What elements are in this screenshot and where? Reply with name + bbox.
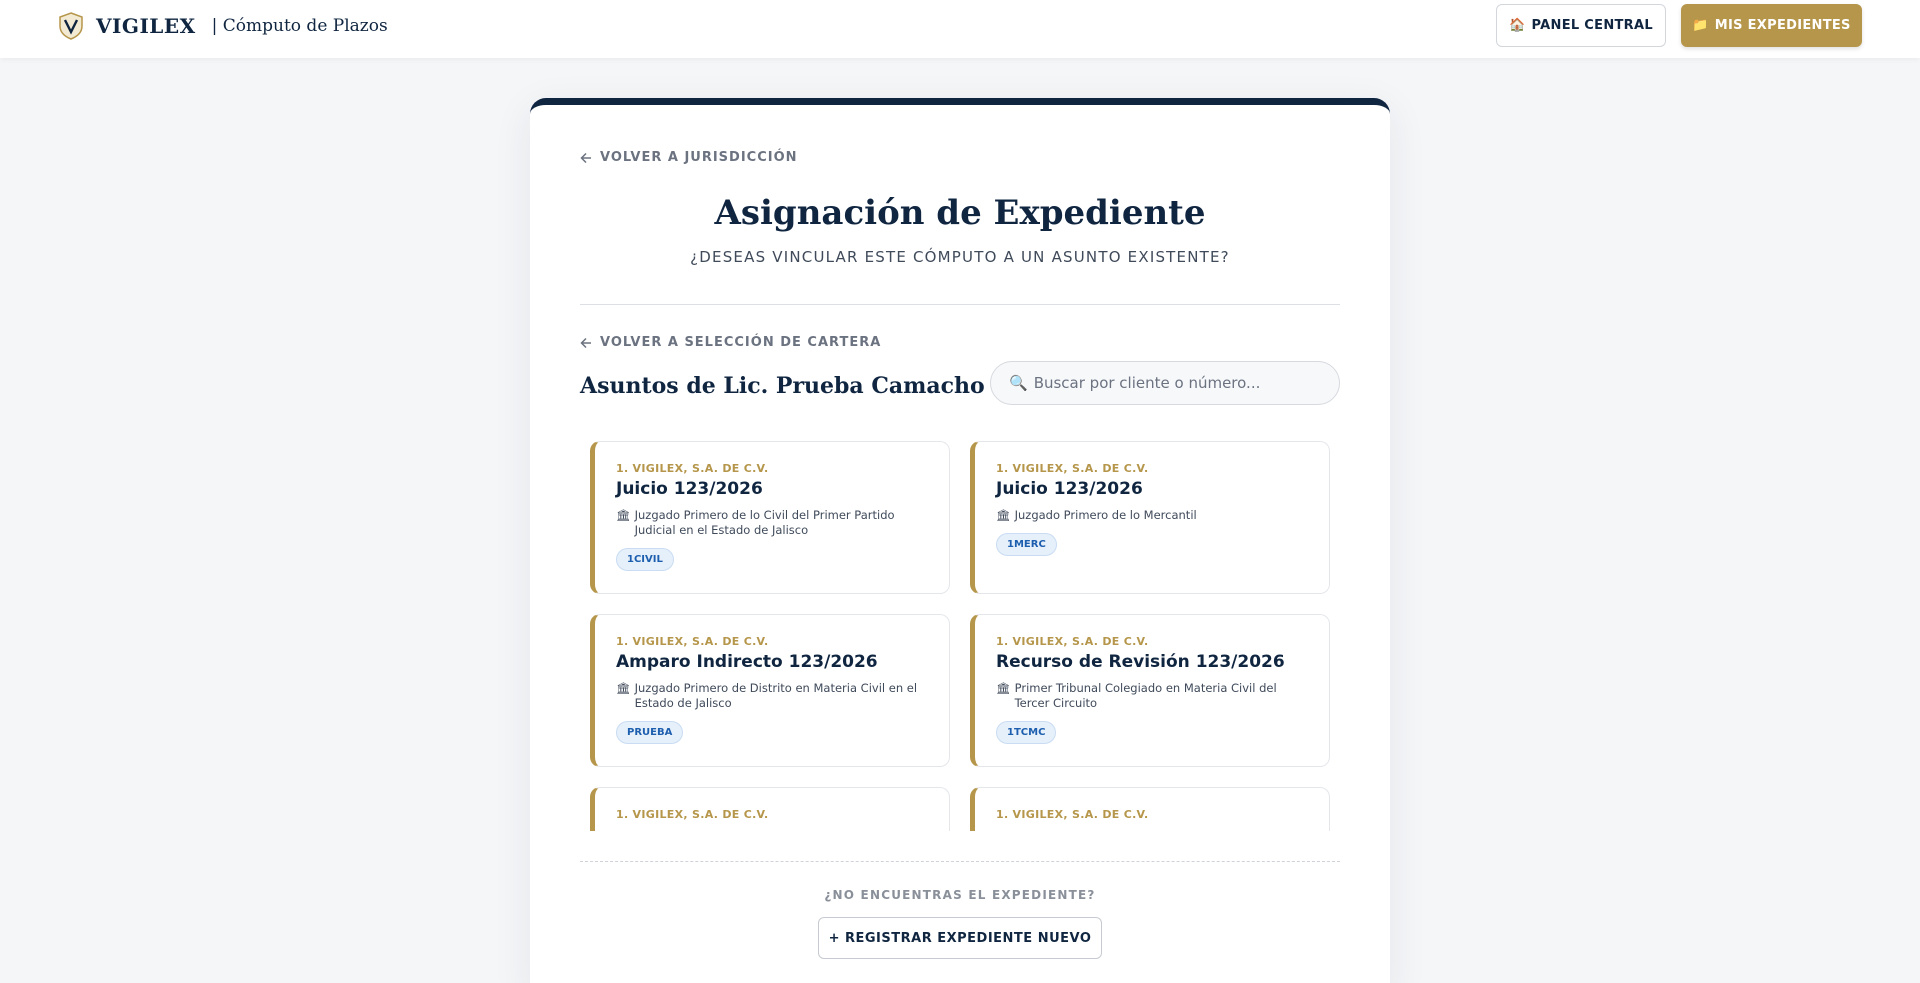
case-list[interactable] [590,441,1330,831]
register-new-case-button[interactable]: + REGISTRAR EXPEDIENTE NUEVO [818,917,1102,959]
case-client: 1. VIGILEX, S.A. DE C.V. [996,635,1149,648]
case-title: Recurso de Revisión 123/2026 [996,652,1285,672]
case-title: Amparo Indirecto 123/2026 [616,652,878,672]
home-icon: 🏠 [1509,18,1526,33]
case-court-label: Juzgado Primero de lo Civil del Primer Partido Judicial en el Estado de Jalisco [634,508,895,537]
case-client: 1. VIGILEX, S.A. DE C.V. [616,808,769,821]
mis-expedientes-button[interactable] [1681,4,1862,47]
case-badge: 1TCMC [996,721,1056,744]
search-icon: 🔍 [1009,374,1028,392]
case-card[interactable] [970,787,1330,831]
back-to-portfolio-link[interactable] [580,335,881,350]
panel-central-label: PANEL CENTRAL [1531,18,1653,33]
case-court [616,508,929,538]
section-title: Asuntos de Lic. Prueba Camacho [580,373,985,399]
case-title: Juicio 123/2026 [996,479,1143,499]
court-building-icon: 🏛 [996,508,1011,522]
case-badge: 1CIVIL [616,548,674,571]
case-client: 1. VIGILEX, S.A. DE C.V. [996,462,1149,475]
case-court-label: Juzgado Primero de Distrito en Materia Civil en el Estado de Jalisco [634,681,918,710]
brand[interactable] [58,12,388,40]
case-card[interactable] [590,441,950,594]
module-title: | Cómputo de Plazos [211,16,388,36]
page-title: Asignación de Expediente [714,193,1206,233]
page-subtitle: ¿DESEAS VINCULAR ESTE CÓMPUTO A UN ASUNTO EXISTENTE? [690,248,1230,266]
case-client: 1. VIGILEX, S.A. DE C.V. [616,635,769,648]
assignment-card [530,98,1390,983]
shield-logo-icon [58,12,84,40]
search-input[interactable] [1034,374,1324,392]
arrow-left-icon [580,337,592,349]
dashed-divider [580,861,1340,862]
case-court [996,681,1309,711]
divider [580,304,1340,305]
arrow-left-icon [580,152,592,164]
mis-expedientes-label: MIS EXPEDIENTES [1714,18,1851,33]
case-client: 1. VIGILEX, S.A. DE C.V. [996,808,1149,821]
top-navigation-bar [0,0,1920,58]
case-court [616,681,929,711]
case-client: 1. VIGILEX, S.A. DE C.V. [616,462,769,475]
court-building-icon: 🏛 [996,681,1011,695]
back-to-jurisdiction-label: VOLVER A JURISDICCIÓN [600,150,798,165]
court-building-icon: 🏛 [616,681,631,695]
case-card[interactable] [590,614,950,767]
case-court-label: Primer Tribunal Colegiado en Materia Civil del Tercer Circuito [1014,681,1277,710]
brand-name: VIGILEX [96,14,196,38]
case-court-label: Juzgado Primero de lo Mercantil [1014,508,1197,522]
case-card[interactable] [970,441,1330,594]
back-to-jurisdiction-link[interactable] [580,150,798,165]
case-card[interactable] [970,614,1330,767]
panel-central-button[interactable] [1496,4,1666,47]
not-found-prompt: ¿NO ENCUENTRAS EL EXPEDIENTE? [824,888,1096,902]
case-badge: PRUEBA [616,721,683,744]
case-title: Juicio 123/2026 [616,479,763,499]
case-card[interactable] [590,787,950,831]
case-badge: 1MERC [996,533,1057,556]
back-to-portfolio-label: VOLVER A SELECCIÓN DE CARTERA [600,335,882,350]
case-court [996,508,1309,523]
folder-icon: 📁 [1692,18,1709,33]
court-building-icon: 🏛 [616,508,631,522]
search-box[interactable] [990,361,1340,405]
